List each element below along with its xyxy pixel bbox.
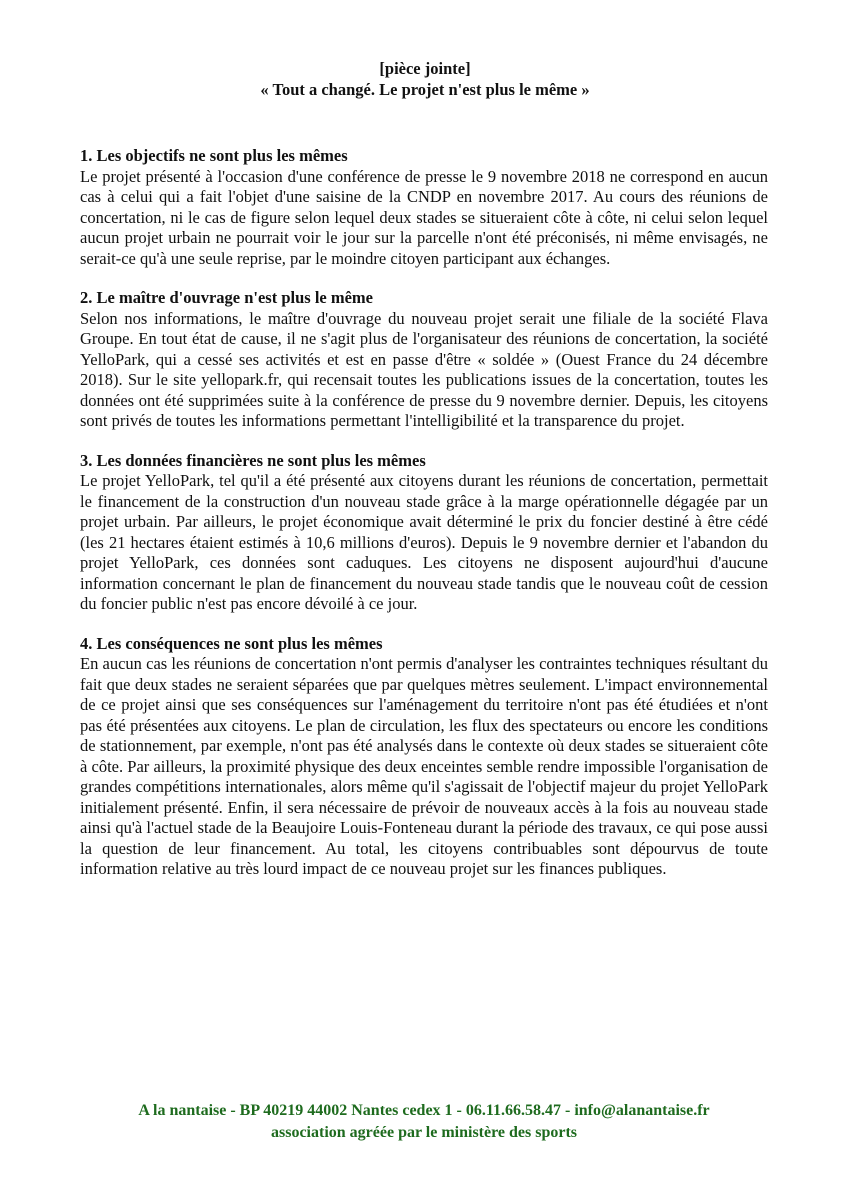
section-heading: 4. Les conséquences ne sont plus les mêmes [80, 633, 383, 653]
section-financial-data [80, 451, 768, 615]
section-heading: 1. Les objectifs ne sont plus les mêmes [80, 146, 348, 165]
section-heading: 2. Le maître d'ouvrage n'est plus le même [80, 288, 373, 307]
section-consequences [80, 634, 768, 880]
section-project-owner [80, 288, 768, 432]
footer-contact-line: A la nantaise - BP 40219 44002 Nantes cedex 1 - 06.11.66.58.47 - info@alanantaise.fr [138, 1102, 710, 1119]
attachment-label: [pièce jointe] [379, 59, 471, 78]
document-body [80, 146, 768, 899]
document-title: « Tout a changé. Le projet n'est plus le même » [260, 80, 590, 99]
section-paragraph: Selon nos informations, le maître d'ouvrage du nouveau projet serait une filiale de la société Flava Groupe. En tout état de cause, il ne s'agit plus de l'organisateur des réunions de concertation, la société YelloPark, qui a cessé ses activités et est en passe d'être « soldée » (Ouest France du 24 décembre 2018). Sur le site yellopark.fr, qui recensait toutes les publications issues de la concertation, toutes les données ont été supprimées suite à la conférence de presse du 9 novembre dernier. Depuis, les citoyens sont privés de toutes les informations permettant l'intelligibilité et la transparence du projet. [80, 308, 768, 430]
footer-association-line: association agréée par le ministère des sports [270, 1124, 578, 1141]
section-heading: 3. Les données financières ne sont plus les mêmes [80, 450, 426, 470]
section-paragraph: Le projet présenté à l'occasion d'une conférence de presse le 9 novembre 2018 ne correspond en aucun cas à celui qui a fait l'objet d'une saisine de la CNDP en novembre 2017. Au cours des réunions de concertation, ni le cas de figure selon lequel deux stades se situeraient côte à côte, ni celui selon lequel aucun projet urbain ne pourrait voir le jour sur la parcelle n'ont été préconisés, ni même envisagés, ne serait-ce qu'à une seule reprise, par le moindre citoyen participant aux échanges. [80, 166, 768, 268]
section-paragraph: En aucun cas les réunions de concertation n'ont permis d'analyser les contraintes techniques résultant du fait que deux stades ne seraient séparées que par quelques mètres seulement. L'impact environnemental de ce projet ainsi que ses conséquences sur l'aménagement du territoire n'ont pas été étudiées et n'ont pas été présentées aux citoyens. Le plan de circulation, les flux des spectateurs ou encore les conditions de stationnement, par exemple, n'ont pas été analysés dans le contexte où deux stades se situeraient côte à côte. Par ailleurs, la proximité physique des deux enceintes semble rendre impossible l'organisation de grandes compétitions internationales, alors même qu'il s'agissait de l'objectif majeur du projet YelloPark initialement présenté. Enfin, il sera nécessaire de prévoir de nouveaux accès à la fois au nouveau stade ainsi qu'à l'actuel stade de la Beaujoire Louis-Fonteneau durant la période des travaux, ce qui pose aussi la question de leur financement. Au total, les citoyens contribuables sont dépourvus de toute information relative au très lourd impact de ce nouveau projet sur les finances publiques. [80, 654, 768, 878]
section-paragraph: Le projet YelloPark, tel qu'il a été présenté aux citoyens durant les réunions de concertation, permettait le financement de la construction d'un nouveau stade grâce à la marge opérationnelle dégagée par un projet urbain. Par ailleurs, le projet économique avait déterminé le prix du foncier destiné à être cédé (les 21 hectares étaient estimés à 10,6 millions d'euros). Depuis le 9 novembre dernier et l'abandon du projet YelloPark, ces données sont caduques. Les citoyens ne disposent aujourd'hui d'aucune information concernant le plan de financement du nouveau stade tandis que le nouveau coût de cession du foncier public n'est pas encore dévoilé à ce jour. [80, 471, 768, 613]
document-footer [60, 1100, 788, 1144]
document-header [80, 58, 770, 100]
section-objectives [80, 146, 768, 269]
